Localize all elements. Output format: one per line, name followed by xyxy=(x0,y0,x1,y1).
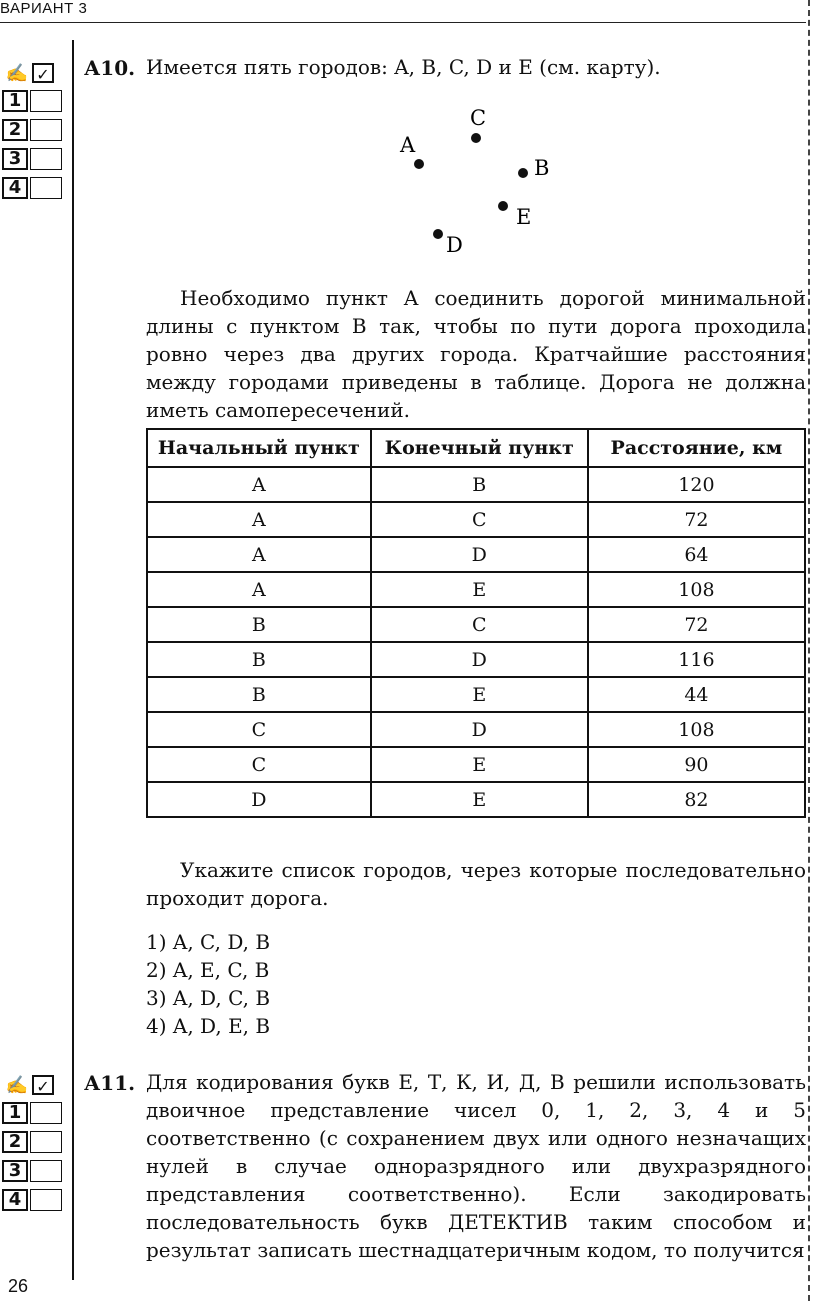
table-cell: 64 xyxy=(588,537,805,572)
check-icon: ✓ xyxy=(32,1075,54,1095)
table-row xyxy=(147,642,805,677)
table-cell: A xyxy=(147,537,371,572)
answer-checkbox-1[interactable] xyxy=(30,90,62,112)
city-point-d xyxy=(433,229,443,239)
city-label-c: C xyxy=(470,106,487,130)
answer-number: 2 xyxy=(2,119,28,141)
table-cell: E xyxy=(371,782,588,817)
answer-checkbox-3[interactable] xyxy=(30,1160,62,1182)
table-cell: D xyxy=(371,537,588,572)
city-point-c xyxy=(471,133,481,143)
city-point-b xyxy=(518,168,528,178)
task-a10-body: Необходимо пункт A соединить дорогой минимальной длины с пунктом B так, чтобы по пути дорога проходила ровно через два других города. Кратчайшие расстояния между городами приведены в таблице. Дорога не должна иметь самопересечений. xyxy=(146,286,806,422)
table-cell: A xyxy=(147,572,371,607)
page-header: ВАРИАНТ 3 xyxy=(0,0,88,17)
table-cell: 44 xyxy=(588,677,805,712)
pen-icon: ✍ xyxy=(5,1074,29,1096)
table-cell: D xyxy=(371,712,588,747)
answer-checkbox-3[interactable] xyxy=(30,148,62,170)
city-label-e: E xyxy=(516,205,532,229)
table-cell: 108 xyxy=(588,572,805,607)
table-cell: D xyxy=(147,782,371,817)
table-row xyxy=(147,607,805,642)
answer-number: 4 xyxy=(2,177,28,199)
answer-number: 1 xyxy=(2,1102,28,1124)
header-rule xyxy=(0,22,806,23)
answer-form-a10 xyxy=(2,60,64,202)
table-cell: 72 xyxy=(588,607,805,642)
table-cell: B xyxy=(371,467,588,502)
table-cell: C xyxy=(147,712,371,747)
answer-number: 3 xyxy=(2,1160,28,1182)
margin-line xyxy=(72,40,74,1280)
table-cell: B xyxy=(147,677,371,712)
table-cell: B xyxy=(147,607,371,642)
table-row xyxy=(147,747,805,782)
table-cell: B xyxy=(147,642,371,677)
table-cell: A xyxy=(147,502,371,537)
city-map xyxy=(380,100,580,260)
distance-table xyxy=(146,428,806,818)
answer-option-4: 4) A, D, E, B xyxy=(146,1014,271,1038)
city-point-a xyxy=(414,159,424,169)
task-a11-body: Для кодирования букв Е, Т, К, И, Д, В решили использовать двоичное представление чисел 0, 1, 2, 3, 4 и 5 соответственно (с сохранением двух или одного незначащих нулей в случае одноразрядного или двухразрядного представления соответственно). Если закодировать последовательность букв ДЕТЕКТИВ таким способом и результат записать шестнадцатеричным кодом, то получится xyxy=(146,1070,806,1262)
answer-number: 1 xyxy=(2,90,28,112)
answer-option-2: 2) A, E, C, B xyxy=(146,958,270,982)
answer-checkbox-4[interactable] xyxy=(30,1189,62,1211)
table-row xyxy=(147,782,805,817)
table-header: Расстояние, км xyxy=(588,429,805,467)
cut-line xyxy=(808,0,810,1301)
answer-checkbox-2[interactable] xyxy=(30,119,62,141)
table-cell: 108 xyxy=(588,712,805,747)
answer-number: 3 xyxy=(2,148,28,170)
table-row xyxy=(147,677,805,712)
answer-checkbox-2[interactable] xyxy=(30,1131,62,1153)
table-row xyxy=(147,467,805,502)
answer-option-1: 1) A, C, D, B xyxy=(146,930,271,954)
city-label-a: A xyxy=(400,133,416,157)
table-header: Конечный пункт xyxy=(371,429,588,467)
answer-checkbox-1[interactable] xyxy=(30,1102,62,1124)
table-cell: 72 xyxy=(588,502,805,537)
answer-number: 2 xyxy=(2,1131,28,1153)
table-cell: C xyxy=(371,607,588,642)
answer-form-a11 xyxy=(2,1072,64,1214)
table-cell: D xyxy=(371,642,588,677)
task-a10-question: Укажите список городов, через которые последовательно проходит дорога. xyxy=(146,858,806,910)
answer-option-3: 3) A, D, C, B xyxy=(146,986,271,1010)
table-cell: A xyxy=(147,467,371,502)
task-a10-intro: Имеется пять городов: A, B, C, D и E (см. карту). xyxy=(146,55,661,79)
city-label-d: D xyxy=(446,233,463,257)
table-cell: 82 xyxy=(588,782,805,817)
table-cell: C xyxy=(147,747,371,782)
table-cell: 120 xyxy=(588,467,805,502)
table-cell: 116 xyxy=(588,642,805,677)
pen-icon: ✍ xyxy=(5,62,29,84)
answer-number: 4 xyxy=(2,1189,28,1211)
city-point-e xyxy=(498,201,508,211)
table-cell: C xyxy=(371,502,588,537)
table-cell: E xyxy=(371,747,588,782)
check-icon: ✓ xyxy=(32,63,54,83)
answer-options-a10 xyxy=(146,928,270,1040)
table-cell: E xyxy=(371,677,588,712)
table-header: Начальный пункт xyxy=(147,429,371,467)
answer-checkbox-4[interactable] xyxy=(30,177,62,199)
table-row xyxy=(147,712,805,747)
table-row xyxy=(147,502,805,537)
table-row xyxy=(147,537,805,572)
table-row xyxy=(147,572,805,607)
table-cell: E xyxy=(371,572,588,607)
page-number: 26 xyxy=(8,1276,29,1296)
task-label-a10: А10. xyxy=(84,56,136,80)
task-label-a11: А11. xyxy=(84,1071,136,1095)
city-label-b: B xyxy=(534,156,550,180)
table-cell: 90 xyxy=(588,747,805,782)
